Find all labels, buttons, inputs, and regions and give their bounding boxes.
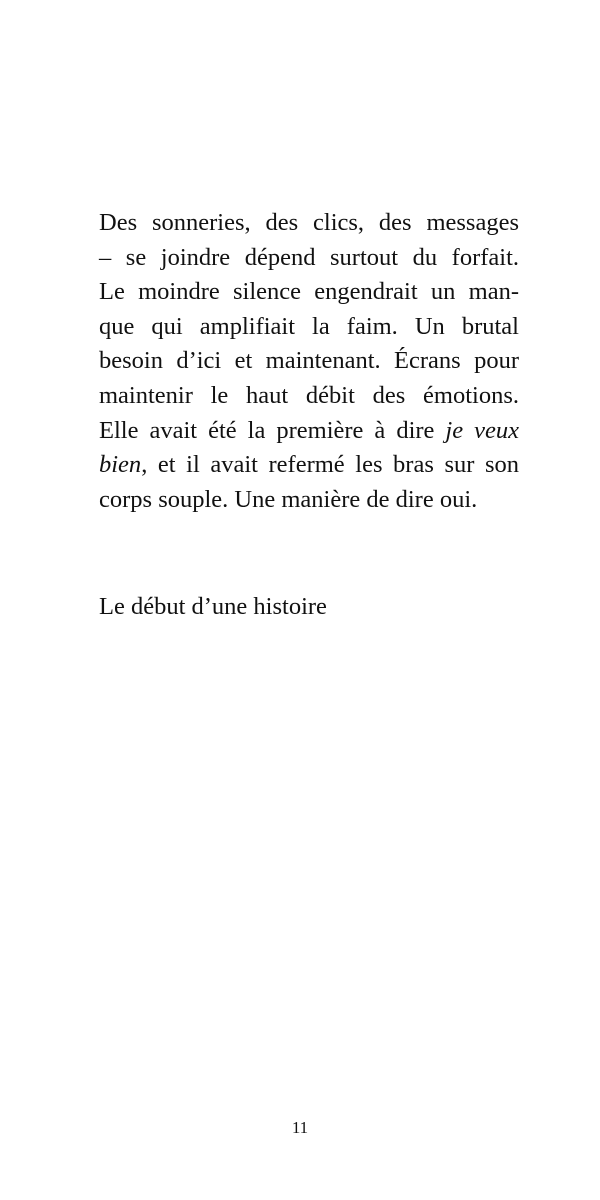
paragraph-line bbox=[99, 448, 519, 483]
paragraph-line: que qui amplifiait la faim. Un brutal bbox=[99, 312, 519, 340]
paragraph-text: Elle avait été la première à dire bbox=[99, 416, 446, 444]
paragraph-line: corps souple. Une manière de dire oui. bbox=[99, 485, 478, 513]
paragraph-line: besoin d’ici et maintenant. Écrans pour bbox=[99, 347, 519, 375]
page-number: 11 bbox=[291, 1118, 309, 1137]
paragraph-line bbox=[99, 414, 519, 449]
paragraph-line: maintenir le haut débit des émotions. bbox=[99, 381, 519, 409]
paragraph-text: , et il avait refermé les bras sur son bbox=[141, 451, 519, 479]
body-paragraph bbox=[99, 206, 519, 517]
section-title: Le début d’une histoire bbox=[99, 593, 327, 620]
paragraph-line: Le moindre silence engendrait un man- bbox=[99, 278, 519, 306]
italic-phrase: bien bbox=[99, 451, 142, 479]
italic-phrase: je veux bbox=[445, 416, 519, 444]
paragraph-line: Des sonneries, des clics, des messages bbox=[99, 209, 519, 236]
paragraph-line: – se joindre dépend surtout du forfait. bbox=[99, 243, 519, 271]
